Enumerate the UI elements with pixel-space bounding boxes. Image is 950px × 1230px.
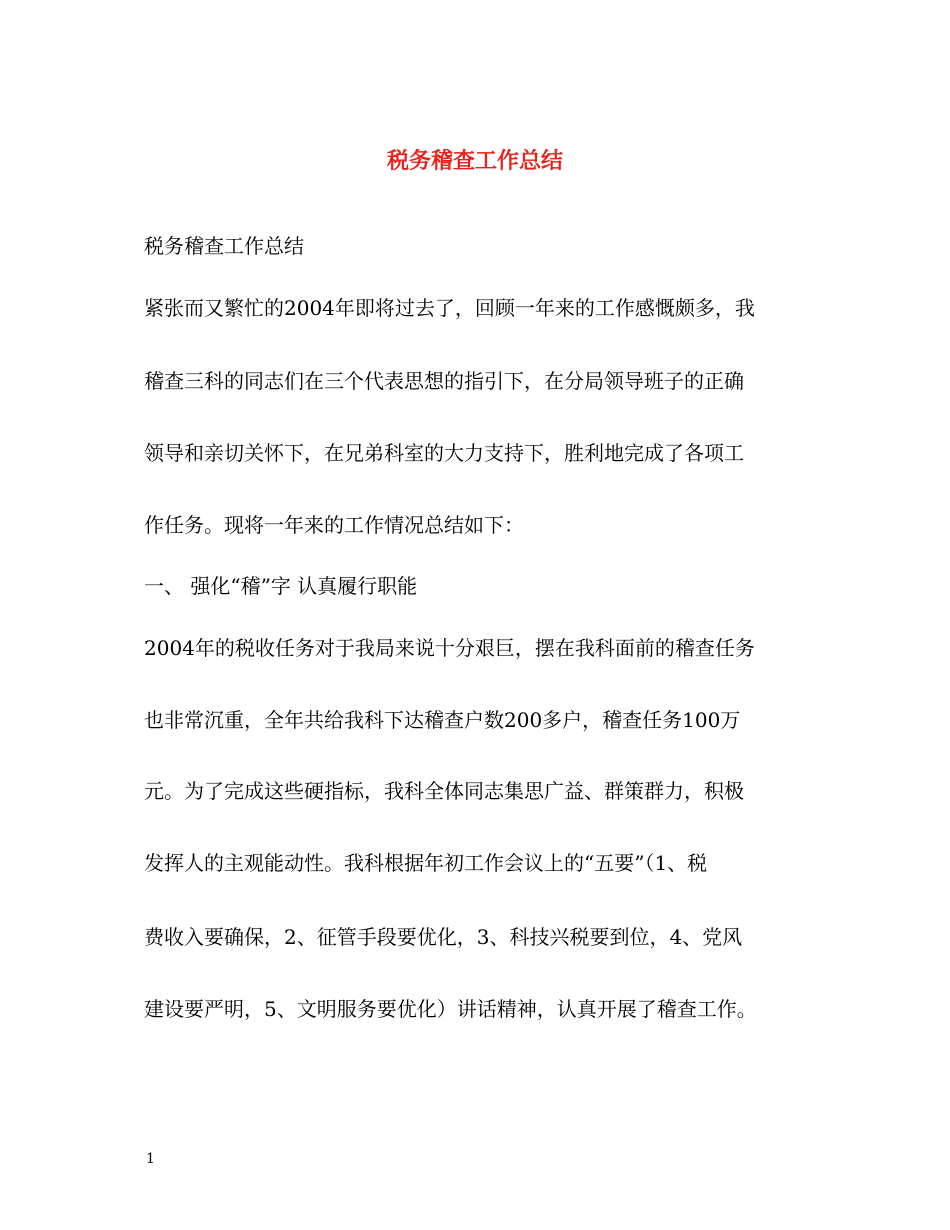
- body-line: 紧张而又繁忙的2004年即将过去了，回顾一年来的工作感慨颇多，我: [144, 296, 755, 320]
- body-line: 2004年的税收任务对于我局来说十分艰巨，摆在我科面前的稽查任务: [144, 636, 755, 660]
- section-heading: 一、 强化“稽”字 认真履行职能: [144, 574, 418, 598]
- page-number: 1: [146, 1151, 155, 1167]
- body-line: 费收入要确保，2、征管手段要优化，3、科技兴税要到位，4、党风: [144, 925, 743, 949]
- body-line: 也非常沉重，全年共给我科下达稽查户数200多户，稽查任务100万: [144, 708, 741, 732]
- body-line: 领导和亲切关怀下，在兄弟科室的大力支持下，胜利地完成了各项工: [144, 441, 744, 465]
- body-line: 作任务。现将一年来的工作情况总结如下：: [144, 513, 524, 537]
- body-line: 发挥人的主观能动性。我科根据年初工作会议上的“五要”（1、税: [144, 851, 708, 875]
- document-title: 税务稽查工作总结: [386, 149, 563, 174]
- body-line: 稽查三科的同志们在三个代表思想的指引下，在分局领导班子的正确: [144, 369, 744, 393]
- body-line: 税务稽查工作总结: [144, 234, 304, 258]
- body-line: 建设要严明，5、文明服务要优化）讲话精神，认真开展了稽查工作。: [144, 997, 757, 1021]
- body-line: 元。为了完成这些硬指标，我科全体同志集思广益、群策群力，积极: [144, 779, 744, 803]
